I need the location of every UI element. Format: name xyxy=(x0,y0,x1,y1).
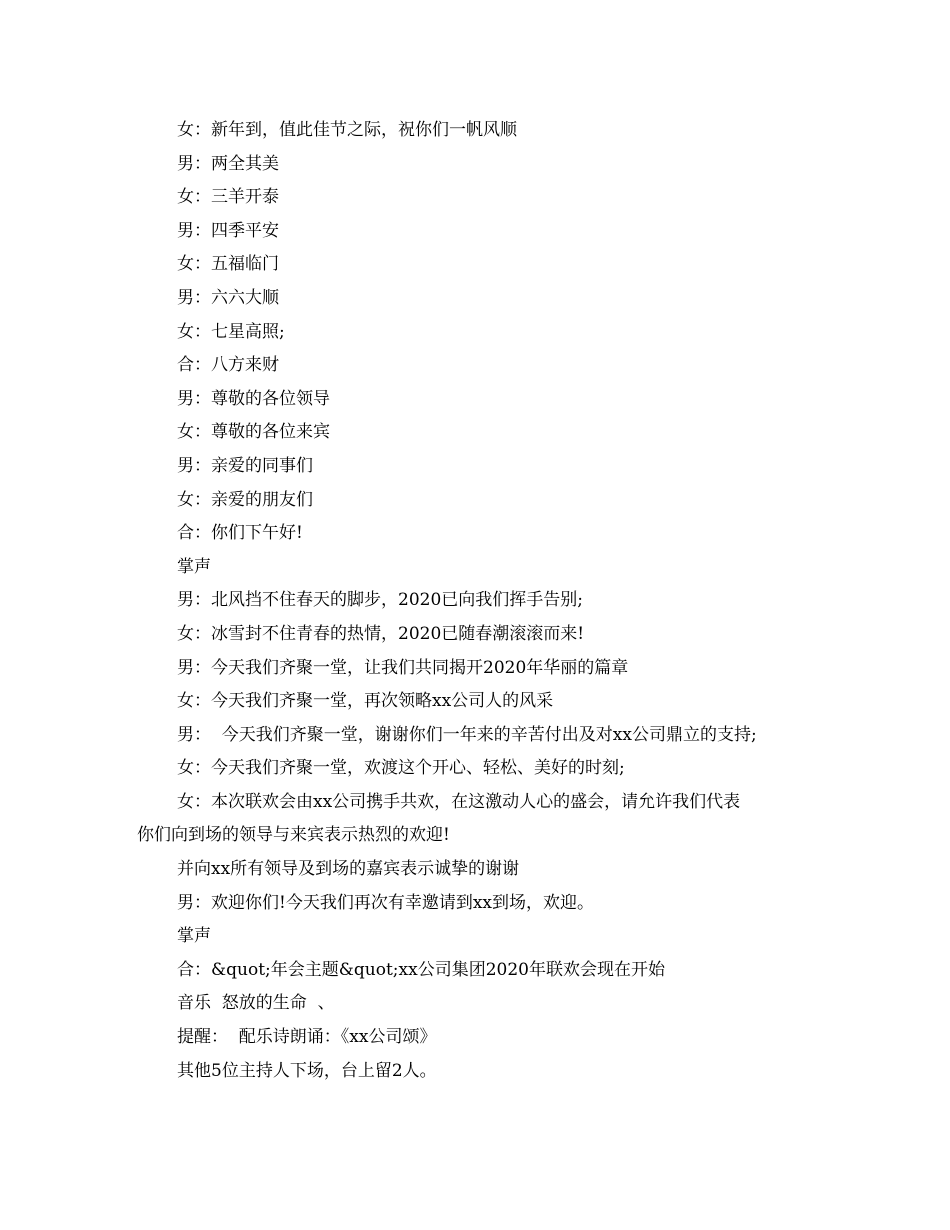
script-line: 女：亲爱的朋友们 xyxy=(177,489,313,510)
script-line: 女：七星高照; xyxy=(177,321,285,342)
script-line: 男：北风挡不住春天的脚步，2020已向我们挥手告别; xyxy=(177,590,583,611)
script-line: 女：新年到，值此佳节之际，祝你们一帆风顺 xyxy=(177,120,517,140)
script-line: 合：八方来财 xyxy=(177,355,279,376)
script-line: 合：&quot;年会主题&quot;xx公司集团2020年联欢会现在开始 xyxy=(177,959,665,980)
paragraph-line-1: 女：本次联欢会由xx公司携手共欢，在这激动人心的盛会，请允许我们代表 xyxy=(177,791,741,812)
stage-direction: 掌声 xyxy=(177,556,211,577)
script-line: 男：两全其美 xyxy=(177,153,279,174)
script-line: 女：尊敬的各位来宾 xyxy=(177,422,330,443)
script-line: 男：欢迎你们!今天我们再次有幸邀请到xx到场，欢迎。 xyxy=(177,892,595,913)
paragraph-line-2: 你们向到场的领导与来宾表示热烈的欢迎! xyxy=(137,825,450,846)
script-line: 并向xx所有领导及到场的嘉宾表示诚挚的谢谢 xyxy=(177,859,520,880)
script-line: 男：四季平安 xyxy=(177,220,279,241)
script-line: 男：尊敬的各位领导 xyxy=(177,388,330,409)
script-line: 女：今天我们齐聚一堂，欢渡这个开心、轻松、美好的时刻; xyxy=(177,758,625,779)
script-line: 男：六六大顺 xyxy=(177,287,279,308)
stage-direction: 提醒： 配乐诗朗诵：《xx公司颂》 xyxy=(177,1027,437,1048)
script-line: 男： 今天我们齐聚一堂，谢谢你们一年来的辛苦付出及对xx公司鼎立的支持; xyxy=(177,724,757,745)
script-line: 合：你们下午好! xyxy=(177,523,303,544)
script-line: 男：亲爱的同事们 xyxy=(177,455,313,476)
script-line: 男：今天我们齐聚一堂，让我们共同揭开2020年华丽的篇章 xyxy=(177,657,629,678)
document-body xyxy=(137,114,827,1088)
script-line: 女：三羊开泰 xyxy=(177,187,279,208)
script-line: 女：今天我们齐聚一堂，再次领略xx公司人的风采 xyxy=(177,691,554,712)
stage-direction: 音乐 怒放的生命 、 xyxy=(177,993,335,1014)
script-line: 女：五福临门 xyxy=(177,254,279,275)
script-line: 女：冰雪封不住青春的热情，2020已随春潮滚滚而来! xyxy=(177,623,585,644)
stage-direction: 掌声 xyxy=(177,926,211,947)
stage-direction: 其他5位主持人下场，台上留2人。 xyxy=(177,1060,437,1081)
